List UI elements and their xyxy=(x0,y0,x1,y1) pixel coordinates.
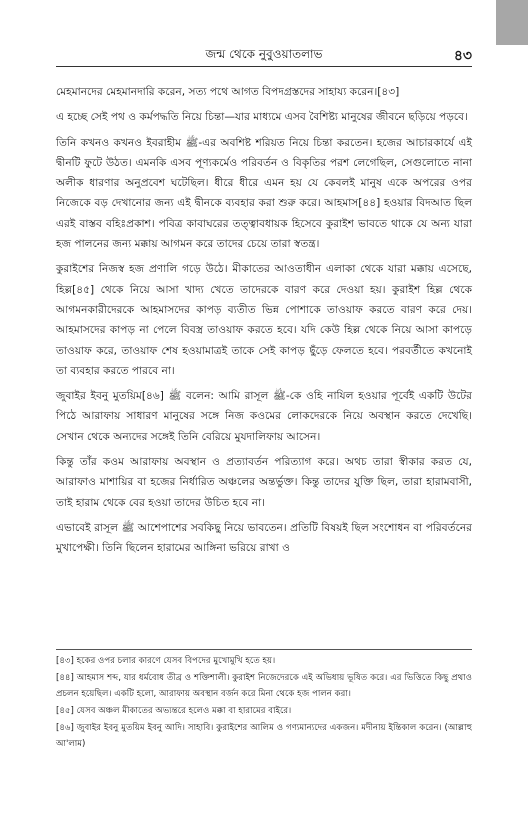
footnotes xyxy=(56,653,472,753)
main-text xyxy=(56,82,472,564)
page-number: ৪৩ xyxy=(453,48,472,64)
paragraph: এভাবেই রাসূল ﷺ আশেপাশের সবকিছু নিয়ে ভাবতেন। প্রতিটি বিষয়ই ছিল সংশোধন বা পরিবর্তনের মুখাপেক্ষী। তিনি ছিলেন হারামের আঙ্গিনা ভরিয়ে রাখা ও xyxy=(56,521,472,555)
footnote: [৪৪] আহমাস শব্দ, যার ধর্মবোধ তীব্র ও শক্তিশালী। কুরাইশ নিজেদেরকে এই অভিধায় ভূষিত করে। এর ভিত্তিতে কিছু প্রথাও প্রচলন হয়েছিল। একটি হলো, আরাফায় অবস্থান বর্জন করে মিনা থেকে হজ পালন করা। xyxy=(56,673,472,699)
paragraph: এ হচ্ছে সেই পথ ও কর্মপদ্ধতি নিয়ে চিন্তা—যার মাধ্যমে এসব বৈশিষ্ট্য মানুষের জীবনে ছড়িয়ে পড়বে। xyxy=(56,111,468,124)
footnote: [৪৫] যেসব অঞ্চল মীকাতের অভ্যন্তরে হলেও মক্কা বা হারামের বাইরে। xyxy=(56,706,292,716)
paragraph: কিন্তু তাঁর কওম আরাফায় অবস্থান ও প্রত্যাবর্তন পরিত্যাগ করে। অথচ তারা স্বীকার করত যে, আরাফাও মাশায়ির বা হজের নির্ধারিত অঞ্চলের অন্তর্ভুক্ত। কিন্তু তাদের যুক্তি ছিল, তারা হারামবাসী, তাই হারাম থেকে বের হওয়া তাদের উচিত হবে না। xyxy=(56,456,472,509)
paragraph: কুরাইশের নিজস্ব হজ প্রণালি গড়ে উঠে। মীকাতের আওতাধীন এলাকা থেকে যারা মক্কায় এসেছে, হিল্ল[৪৫] থেকে নিয়ে আসা খাদ্য খেতে তাদেরকে বারণ করে দেওয়া হয়। কুরাইশ হিল্ল থেকে আগমনকারীদেরকে আহমাসদের কাপড় ব্যতীত ভিন্ন পোশাকে তাওয়াফ করতে বারণ করে দেয়। আহমাসদের কাপড় না পেলে বিবস্ত্র তাওয়াফ করতে হবে। যদি কেউ হিল্ল থেকে নিয়ে আসা কাপড়ে তাওয়াফ করে, তাওয়াফ শেষ হওয়ামাত্রই তাকে সেই কাপড় ছুঁড়ে ফেলতে হবে। পরবর্তীতে কখনোই তা ব্যবহার করতে পারবে না। xyxy=(56,263,472,377)
footnote: [৪৬] জুবাইর ইবনু মুতয়িম ইবনু আদি। সাহাবি। কুরাইশের আলিম ও গণ্যমান্যদের একজন। মদীনায় ইন্তিকাল করেন। (আল্লাহু আ'লাম) xyxy=(56,723,472,749)
running-header xyxy=(56,44,472,66)
paragraph: মেহমানদের মেহমানদারি করেন, সত্য পথে আগত বিপদগ্রস্তদের সাহায্য করেন।[৪৩] xyxy=(56,86,400,98)
paragraph: তিনি কখনও কখনও ইবরাহীম ﷺ-এর অবশিষ্ট শরিয়ত নিয়ে চিন্তা করতেন। হজের আচারকার্যে এই দ্বীনটি ফুটে উঠত। এমনকি এসব পূণ্যকর্মেও পরিবর্তন ও বিকৃতির পরশ লেগেছিল, সেগুলোতে নানা অলীক ধারণার অনুপ্রবেশ ঘটেছিল। ধীরে ধীরে এমন হয় যে কেবলই মানুষ একে অপরের ওপর নিজেকে বড় দেখানোর জন্য এই দ্বীনকে ব্যবহার করা শুরু করে। আহমাস[৪৪] হওয়ার বিদআত ছিল এরই বাস্তব বহিঃপ্রকাশ। পবিত্র কাবাঘরের তত্ত্বাবধায়ক হিসেবে কুরাইশ ভাবতে থাকে যে অন্য যারা হজ পালনের জন্য মক্কায় আগমন করে তাদের চেয়ে তারা স্বতন্ত্র। xyxy=(56,136,472,251)
paragraph: জুবাইর ইবনু মুতয়িম[৪৬] ﷺ বলেন: আমি রাসূল ﷺ-কে ওহি নাযিল হওয়ার পূর্বেই একটি উটের পিঠে আরাফায় সাধারণ মানুষের সঙ্গে নিজ কওমের লোকদেরকে নিয়ে অবস্থান করতে দেখেছি। সেখান থেকে অন্যদের সঙ্গেই তিনি বেরিয়ে মুযদালিফায় আসেন। xyxy=(56,390,472,443)
page-edge-tab xyxy=(496,0,528,45)
header-rule xyxy=(56,66,472,67)
footnote: [৪৩] হকের ওপর চলার কারণে যেসব বিপদের মুখোমুখি হতে হয়। xyxy=(56,656,276,666)
footnote-rule xyxy=(56,649,472,650)
chapter-title: জন্ম থেকে নুবুওয়াতলাভ xyxy=(205,47,323,61)
